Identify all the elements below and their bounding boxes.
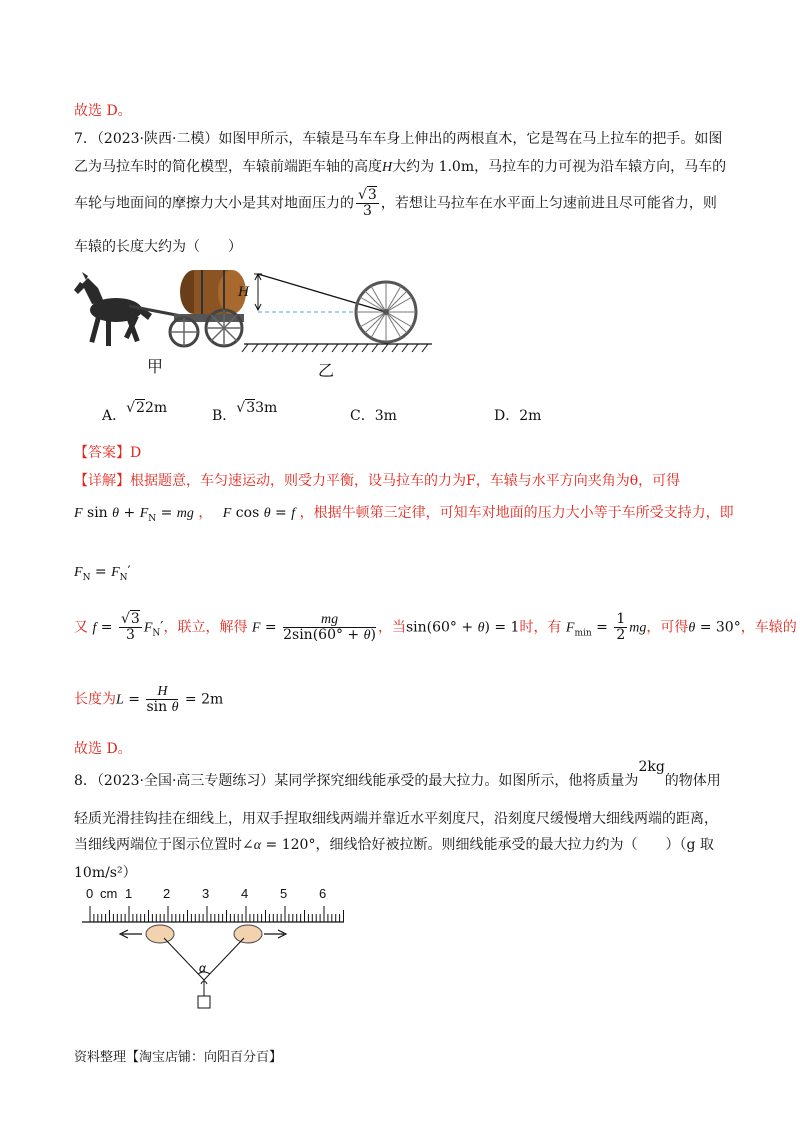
- detail-line1: 【详解】根据题意，车匀速运动，则受力平衡，设马拉车的力为F，车辕与水平方向夹角为θ，可得: [74, 473, 681, 489]
- ruler-label-3: 3: [202, 886, 210, 901]
- h-symbol: H: [382, 160, 393, 175]
- detail-line3: $F_N = F_N'$: [74, 564, 131, 583]
- ruler-figure: [72, 884, 352, 1018]
- q7-line1: 7．（2023·陕西·二模）如图甲所示，车辕是马车车身上伸出的两根直木，它是驾在马上拉车的把手。如图: [74, 131, 723, 147]
- q8-line3: 当细线两端位于图示位置时∠α = 120°，细线恰好被拉断。则细线能承受的最大拉力约为（ ）（g 取: [74, 837, 714, 853]
- fig-label-yi: 乙: [318, 361, 335, 380]
- ruler-label-cm: cm: [100, 886, 118, 901]
- detail-line5: 长度为L = $\frac{H}{\text{sin θ}}$ = 2m: [74, 684, 224, 715]
- q8-line4: 10m/s²）: [74, 865, 137, 881]
- option-b[interactable]: B．√33m: [212, 400, 278, 424]
- fig-label-h: H: [238, 284, 249, 300]
- fig-label-jia: 甲: [147, 357, 164, 376]
- prev-conclusion: 故选 D。: [74, 103, 132, 119]
- sqrt3-over-3: $\frac{√3}{3}$: [358, 187, 377, 219]
- footer: 资料整理【淘宝店铺：向阳百分百】: [74, 1050, 283, 1065]
- ruler-label-5: 5: [280, 886, 288, 901]
- ruler-label-1: 1: [125, 886, 133, 901]
- ruler-label-0: 0: [86, 886, 94, 901]
- detail-line2: F $\sin \theta + F_N$ = mg ， F cos θ = f ，根据牛顿第三定律，可知车对地面的压力大小等于车所受支持力，即: [74, 505, 734, 524]
- q7-line4: 车辕的长度大约为（ ）: [74, 239, 242, 255]
- q8-line1: 8．（2023·全国·高三专题练习）某同学探究细线能承受的最大拉力。如图所示，他将质量为2kg的物体用: [74, 759, 721, 789]
- q7-line2: 乙为马拉车时的简化模型，车辕前端距车轴的高度H大约为 1.0m，马拉车的力可视为沿车辕方向，马车的: [74, 159, 727, 175]
- q8-line2: 轻质光滑挂钩挂在细线上，用双手捏取细线两端并靠近水平刻度尺，沿刻度尺缓慢增大细线两端的距离，: [74, 811, 718, 827]
- ruler-label-2: 2: [163, 886, 171, 901]
- option-d[interactable]: D．2m: [494, 408, 542, 424]
- detail-line4: 又 f = $\frac{√3}{3}$ $F_N'$，联立，解得 F = $\frac{mg}{2\sin(60^\circ + \theta)}$ ，当sin(60° + θ) = 1时，有 $F_{min}$ = $\frac{1}{2}$ mg，可得θ = 30°，车辕的: [74, 611, 797, 643]
- alpha-label: α: [199, 961, 206, 975]
- q7-line3: 车轮与地面间的摩擦力大小是其对地面压力的 $\frac{√3}{3}$ ，若想让马拉车在水平面上匀速前进且尽可能省力，则: [74, 187, 717, 219]
- ruler-label-4: 4: [241, 886, 249, 901]
- horse-cart-figure: [74, 262, 254, 377]
- answer: 【答案】D: [74, 445, 142, 461]
- conclusion: 故选 D。: [74, 741, 132, 757]
- option-c[interactable]: C．3m: [350, 408, 397, 424]
- simplified-model-figure: [236, 266, 436, 358]
- ruler-label-6: 6: [319, 886, 327, 901]
- option-a[interactable]: A．√22m: [102, 400, 168, 424]
